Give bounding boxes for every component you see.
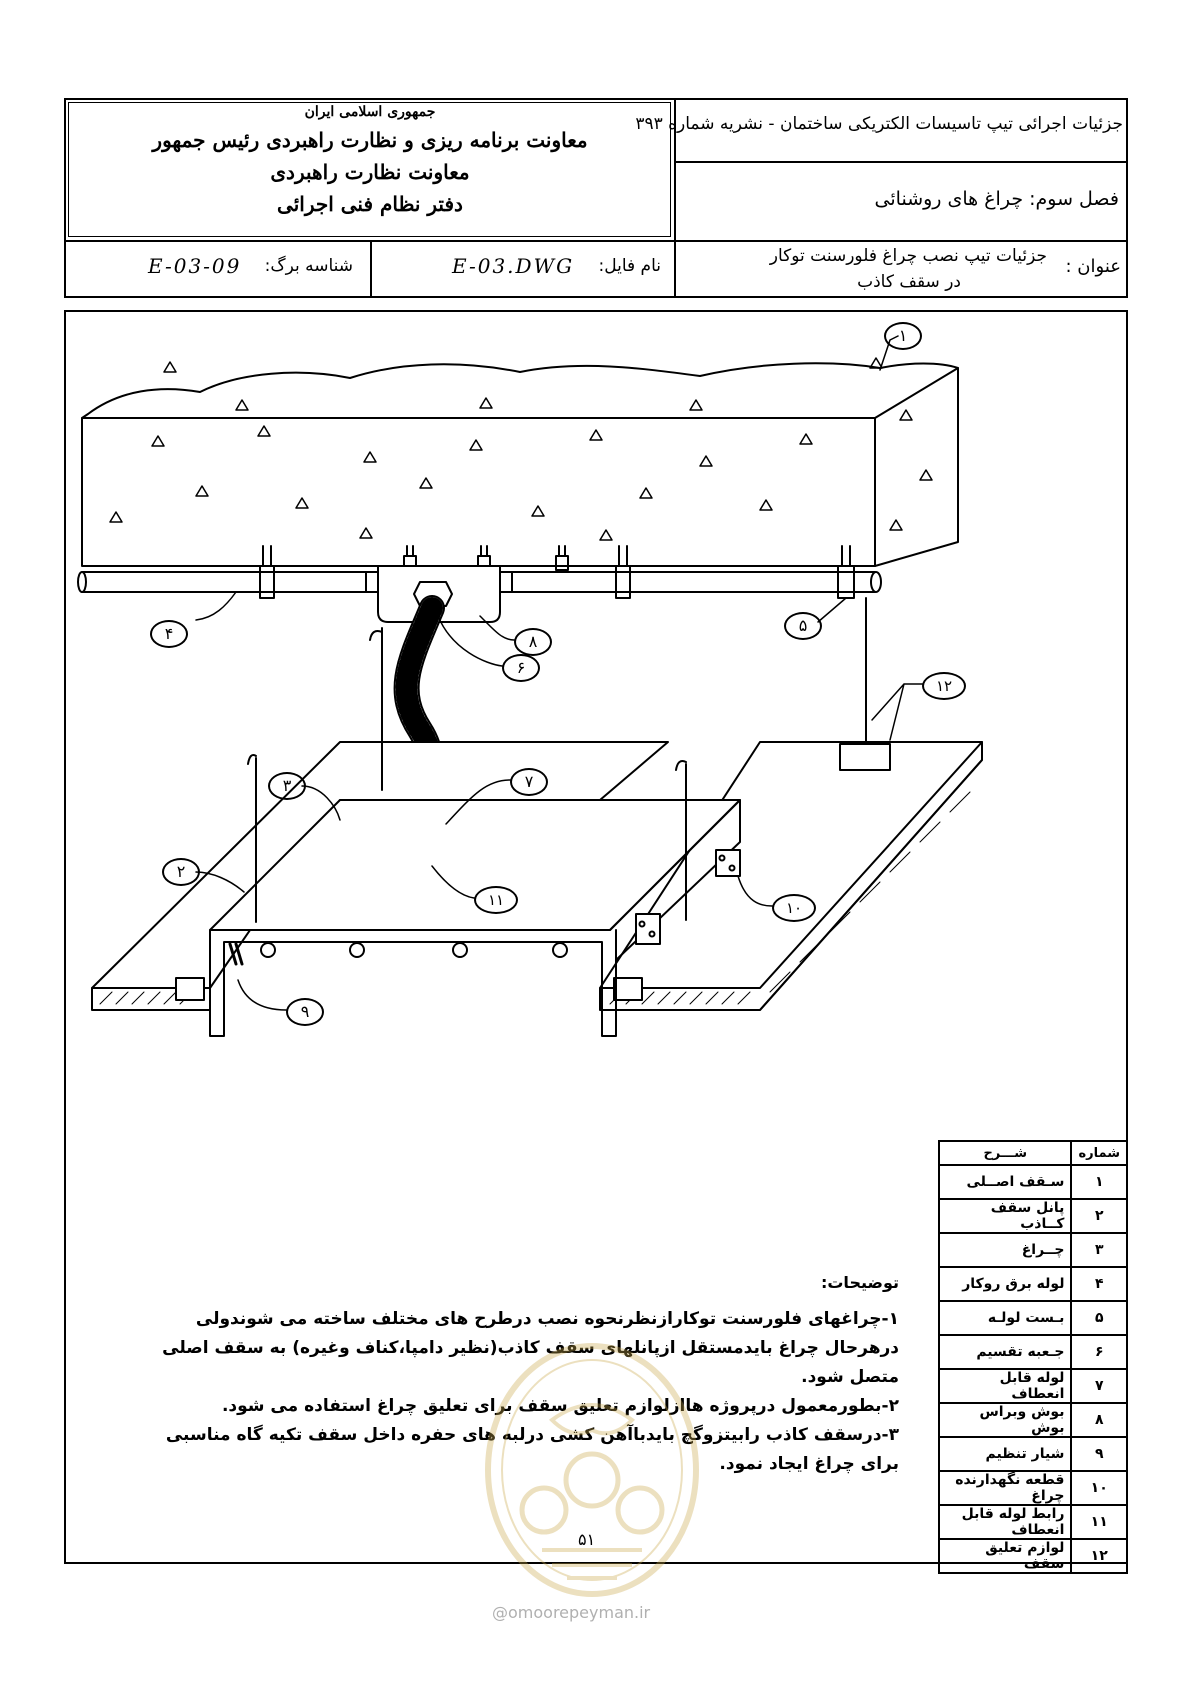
file-name-value: E-03.DWG <box>452 254 575 278</box>
legend-row <box>939 1403 1127 1437</box>
legend-row <box>939 1301 1127 1335</box>
main-ceiling-slab <box>82 358 958 566</box>
legend-num: ۱۲ <box>1071 1539 1127 1573</box>
legend-desc: لوله برق روکار <box>939 1267 1071 1301</box>
legend-row <box>939 1471 1127 1505</box>
legend-row <box>939 1505 1127 1539</box>
chapter-title: فصل سوم: چراغ های روشنائی <box>874 188 1119 210</box>
callout-10: ۱۰ <box>772 894 816 922</box>
legend-desc: جـعبه تقسیم <box>939 1335 1071 1369</box>
legend-num: ۶ <box>1071 1335 1127 1369</box>
publication-title: جزئیات اجرائی تیپ تاسیسات الکتریکی ساختمان - نشریه شماره ۳۹۳ <box>635 114 1123 134</box>
lamp-holders <box>261 943 567 957</box>
legend-desc: شیار تنظیم <box>939 1437 1071 1471</box>
legend-desc: سـقف اصــلی <box>939 1165 1071 1199</box>
callout-3: ۳ <box>268 772 306 800</box>
drawing-title-line2: در سقف کاذب <box>857 272 961 292</box>
org-line-1: جمهوری اسلامی ایران <box>304 104 436 120</box>
callout-9: ۹ <box>286 998 324 1026</box>
legend-row <box>939 1437 1127 1471</box>
legend-num: ۱۰ <box>1071 1471 1127 1505</box>
legend-col-desc: شـــرح <box>939 1141 1071 1165</box>
legend-num: ۵ <box>1071 1301 1127 1335</box>
note-3: ۳-درسقف کاذب رابیتزوگچ بایدباآهن کشی درلبه های حفره داخل سقف تکیه گاه مناسبی برای چراغ ایجاد نمود. <box>165 1425 899 1474</box>
page-number: ۵۱ <box>578 1530 596 1549</box>
sheet-id-value: E-03-09 <box>148 254 242 278</box>
note-1: ۱-چراغهای فلورسنت توکارازنظرنحوه نصب درطرح های مختلف ساخته می شوندولی درهرحال چراغ بایدمستقل ازپانلهای سقف کاذب(نظیر دامپا،کناف وغیره) به سقف اصلی متصل شود. <box>162 1309 899 1387</box>
legend-table <box>938 1140 1128 1574</box>
callout-12: ۱۲ <box>922 672 966 700</box>
legend-desc: قطعه نگهدارنده چراغ <box>939 1471 1071 1505</box>
drawing-title-line1: جزئیات تیپ نصب چراغ فلورسنت توکار <box>769 246 1047 266</box>
legend-row <box>939 1335 1127 1369</box>
callout-4: ۴ <box>150 620 188 648</box>
legend-num: ۱ <box>1071 1165 1127 1199</box>
drawing-title-label: عنوان : <box>1065 256 1121 277</box>
legend-row <box>939 1539 1127 1573</box>
callout-7: ۷ <box>510 768 548 796</box>
legend-num: ۹ <box>1071 1437 1127 1471</box>
legend-header-row <box>939 1141 1127 1165</box>
legend-num: ۸ <box>1071 1403 1127 1437</box>
legend-col-number: شماره <box>1071 1141 1127 1165</box>
legend-desc: پانل سقف کــاذب <box>939 1199 1071 1233</box>
note-2: ۲-بطورمعمول درپروژه هاازلوازم تعلیق سقف برای تعلیق چراغ استفاده می شود. <box>221 1396 899 1416</box>
org-line-2: معاونت برنامه ریزی و نظارت راهبردی رئیس جمهور <box>152 128 588 152</box>
legend-num: ۳ <box>1071 1233 1127 1267</box>
legend-desc: لوازم تعلیق سقف <box>939 1539 1071 1573</box>
callout-5: ۵ <box>784 612 822 640</box>
legend-desc: رابط لوله قابل انعطاف <box>939 1505 1071 1539</box>
legend-row <box>939 1199 1127 1233</box>
callout-11: ۱۱ <box>474 886 518 914</box>
callout-1: ۱ <box>884 322 922 350</box>
legend-desc: لوله قابل انعطاف <box>939 1369 1071 1403</box>
adjustment-slot <box>230 944 242 964</box>
legend-num: ۲ <box>1071 1199 1127 1233</box>
legend-num: ۷ <box>1071 1369 1127 1403</box>
legend-row <box>939 1369 1127 1403</box>
legend-row <box>939 1233 1127 1267</box>
callout-8: ۸ <box>514 628 552 656</box>
legend-row <box>939 1165 1127 1199</box>
org-line-4: دفتر نظام فنی اجرائی <box>277 192 463 216</box>
website-watermark: @omoorepeyman.ir <box>492 1603 651 1622</box>
notes-heading: توضیحات: <box>820 1273 899 1292</box>
file-name-label: نام فایل: <box>598 256 661 276</box>
legend-row <box>939 1267 1127 1301</box>
sheet-id-label: شناسه برگ: <box>264 256 353 276</box>
callout-2: ۲ <box>162 858 200 886</box>
callout-6: ۶ <box>502 654 540 682</box>
legend-num: ۴ <box>1071 1267 1127 1301</box>
publisher-seal-watermark <box>482 1340 702 1600</box>
legend-desc: چــراغ <box>939 1233 1071 1267</box>
legend-desc: بوش وبراس بوش <box>939 1403 1071 1437</box>
legend-desc: بـست لولـه <box>939 1301 1071 1335</box>
legend-num: ۱۱ <box>1071 1505 1127 1539</box>
org-line-3: معاونت نظارت راهبردی <box>270 160 470 184</box>
